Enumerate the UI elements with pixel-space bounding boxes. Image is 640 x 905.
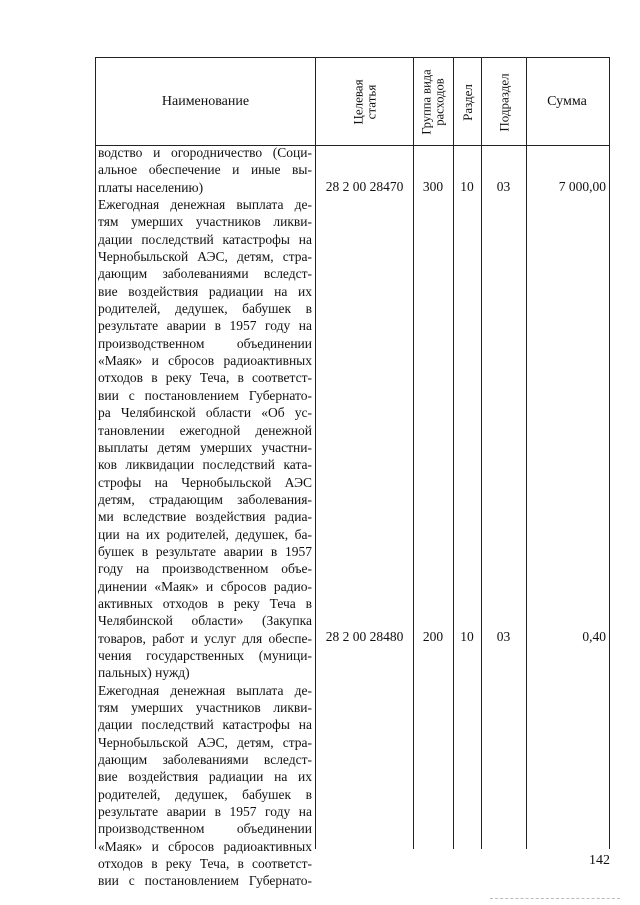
row1-section: 10: [460, 179, 474, 194]
description-line: водство и огородничество (Соци-: [98, 145, 312, 160]
description-line: вии с постановлением Губернато-: [98, 387, 312, 403]
description-line: родителей, дедушек, бабушек в: [98, 301, 312, 317]
description-line: выплаты детям умерших участни-: [98, 439, 312, 455]
description-line: дающим заболеваниями вследст-: [98, 266, 312, 282]
header-section-label: Раздел: [460, 83, 475, 121]
description-line: Чернобыльской АЭС, детям, стра-: [98, 249, 312, 265]
col-border-name: [315, 57, 316, 849]
description-line: отходов в реку Теча, в соответст-: [98, 370, 312, 386]
header-target-line1: Целевая: [350, 79, 366, 125]
description-line: вие воздействия радиации на их: [98, 283, 312, 299]
description-line: ков ликвидации последствий ката-: [98, 457, 312, 473]
description-line: ра Челябинской области «Об ус-: [98, 405, 312, 421]
row1-code: 28 2 00 28470: [325, 179, 404, 194]
description-line: результате аварии в 1957 году на: [98, 318, 312, 334]
description-line: тям умерших участников ликви-: [98, 214, 312, 230]
row1-sum: 7 000,00: [558, 179, 606, 194]
description-line: Ежегодная денежная выплата де-: [98, 197, 312, 213]
header-group-line2: расходов: [432, 78, 447, 126]
row2-section: 10: [460, 629, 474, 644]
description-line: Ежегодная денежная выплата де-: [98, 682, 312, 698]
description-line: результате аварии в 1957 году на: [98, 804, 312, 820]
description-line: тям умерших участников ликви-: [98, 700, 312, 715]
description-line: родителей, дедушек, бабушек в: [98, 786, 312, 802]
description-line: производственном объединении: [98, 821, 312, 837]
col-border-right: [609, 57, 610, 849]
header-expense-group: [414, 58, 453, 146]
description-line: Челябинской области» (Закупка: [98, 613, 312, 629]
description-line: строфы на Чернобыльской АЭС: [98, 474, 312, 490]
description-line: пальных) нужд): [98, 665, 190, 681]
description-line: вии с постановлением Губернато-: [98, 873, 312, 889]
description-line: дации последствий катастрофы на: [98, 231, 312, 247]
row2-sum: 0,40: [582, 629, 606, 644]
description-line: отходов в реку Теча, в соответст-: [98, 856, 312, 872]
description-line: дающим заболеваниями вследст-: [98, 752, 312, 768]
col-border-left: [95, 57, 96, 849]
header-sum: Сумма: [547, 94, 587, 109]
row2-code: 28 2 00 28480: [325, 629, 404, 644]
header-subsection-label: Подраздел: [496, 72, 512, 132]
description-line: дации последствий катастрофы на: [98, 717, 312, 733]
description-line: ми вследствие воздействия радиа-: [98, 509, 312, 525]
description-line: производственном объединении: [98, 335, 312, 351]
description-line: тановлении ежегодной денежной: [98, 422, 312, 438]
description-line: Чернобыльской АЭС, детям, стра-: [98, 734, 312, 750]
description-line: году на производственном объе-: [98, 561, 312, 577]
row1-group: 300: [422, 179, 444, 194]
description-column: [98, 144, 312, 890]
header-group-line1: Группа вида: [419, 69, 434, 135]
header-name: Наименование: [161, 94, 250, 109]
col-border-code: [413, 57, 414, 849]
description-line: платы населению): [98, 179, 204, 195]
header-section: [454, 58, 481, 146]
description-line: детям, страдающим заболевания-: [98, 491, 312, 507]
description-line: «Маяк» и сбросов радиоактивных: [98, 838, 312, 854]
header-target-line2: статья: [363, 84, 379, 120]
description-line: чения государственных (муници-: [98, 647, 312, 663]
footer-divider: [490, 898, 620, 900]
row2-group: 200: [422, 629, 444, 644]
description-line: альное обеспечение и иные вы-: [98, 162, 312, 178]
description-line: бушек в результате аварии в 1957: [98, 543, 312, 559]
description-line: активных отходов в реку Теча в: [98, 595, 312, 611]
description-line: ции на их родителей, дедушек, ба-: [98, 526, 312, 542]
description-line: динении «Маяк» и сбросов радио-: [98, 578, 312, 594]
row2-subsection: 03: [496, 629, 511, 644]
col-border-group: [453, 57, 454, 849]
row1-subsection: 03: [496, 179, 511, 194]
col-border-section: [481, 57, 482, 849]
col-border-subsection: [526, 57, 527, 849]
header-target-article: [316, 58, 413, 146]
description-line: «Маяк» и сбросов радиоактивных: [98, 353, 312, 369]
description-line: вие воздействия радиации на их: [98, 769, 312, 785]
description-line: товаров, работ и услуг для обеспе-: [98, 630, 312, 646]
page-number: 142: [589, 853, 610, 868]
header-subsection: [482, 58, 526, 146]
